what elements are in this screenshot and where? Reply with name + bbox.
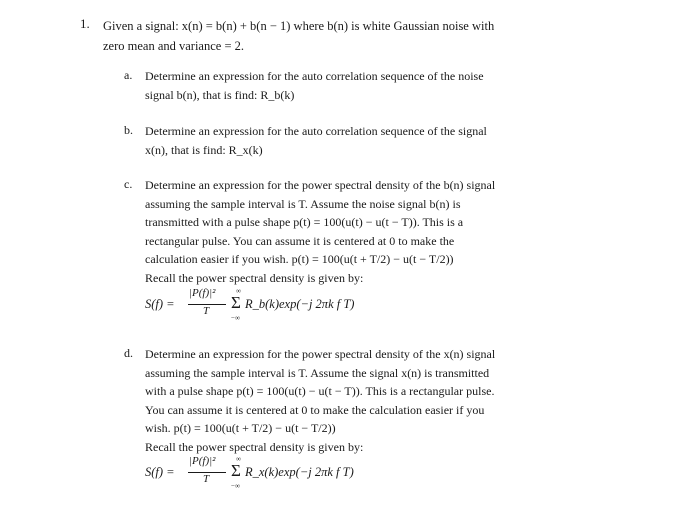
part-d-line: You can assume it is centered at 0 to make the calculation easier if you [145, 402, 485, 417]
part-c-text [145, 176, 575, 287]
part-d-letter: d. [124, 346, 133, 360]
summation-symbol: Σ [231, 461, 241, 480]
part-b-letter: b. [124, 123, 133, 137]
question-statement [103, 16, 573, 56]
part-c-line: assuming the sample interval is T. Assume the noise signal b(n) is [145, 196, 461, 211]
part-d-line: assuming the sample interval is T. Assume the signal x(n) is transmitted [145, 365, 490, 380]
part-c-line: transmitted with a pulse shape p(t) = 100(u(t) − u(t − T)). This is a [145, 215, 464, 229]
part-a-text [145, 67, 575, 104]
sum-lower-limit: −∞ [231, 482, 240, 490]
formula-lhs: S(f) = [145, 297, 175, 311]
formula-denominator: T [203, 473, 210, 485]
part-c-line: calculation easier if you wish. p(t) = 100(u(t + T/2) − u(t − T/2)) [145, 252, 454, 266]
question-line: zero mean and variance = 2. [103, 39, 245, 53]
part-a-letter: a. [124, 68, 133, 82]
formula-denominator: T [203, 305, 210, 317]
part-d-line: Recall the power spectral density is given by: [145, 439, 364, 454]
sum-lower-limit: −∞ [231, 314, 240, 322]
part-a-line: signal b(n), that is find: R_b(k) [145, 87, 295, 102]
part-d-line: Determine an expression for the power spectral density of the x(n) signal [145, 347, 496, 361]
formula-rhs: R_b(k)exp(−j 2πk f T) [245, 297, 355, 311]
part-d-text [145, 345, 575, 456]
part-d-line: with a pulse shape p(t) = 100(u(t) − u(t − T)). This is a rectangular pulse. [145, 384, 495, 398]
formula-numerator: |P(f)|² [189, 455, 216, 467]
part-b-line: x(n), that is find: R_x(k) [145, 142, 263, 157]
sum-upper-limit: ∞ [236, 455, 241, 463]
part-b-text [145, 122, 575, 159]
part-b-line: Determine an expression for the auto correlation sequence of the signal [145, 124, 487, 138]
sum-upper-limit: ∞ [236, 287, 241, 295]
part-d-line: wish. p(t) = 100(u(t + T/2) − u(t − T/2)) [145, 421, 336, 435]
part-d-psd-formula [145, 455, 405, 495]
question-line: Given a signal: x(n) = b(n) + b(n − 1) where b(n) is white Gaussian noise with [103, 19, 495, 33]
part-c-psd-formula [145, 287, 405, 327]
formula-rhs: R_x(k)exp(−j 2πk f T) [245, 465, 354, 479]
formula-numerator: |P(f)|² [189, 287, 216, 299]
part-c-letter: c. [124, 177, 133, 191]
part-a-line: Determine an expression for the auto correlation sequence of the noise [145, 69, 484, 83]
formula-lhs: S(f) = [145, 465, 175, 479]
part-c-line: rectangular pulse. You can assume it is centered at 0 to make the [145, 233, 455, 248]
question-number: 1. [80, 16, 90, 31]
part-c-line: Recall the power spectral density is given by: [145, 270, 364, 285]
part-c-line: Determine an expression for the power spectral density of the b(n) signal [145, 178, 496, 192]
summation-symbol: Σ [231, 293, 241, 312]
